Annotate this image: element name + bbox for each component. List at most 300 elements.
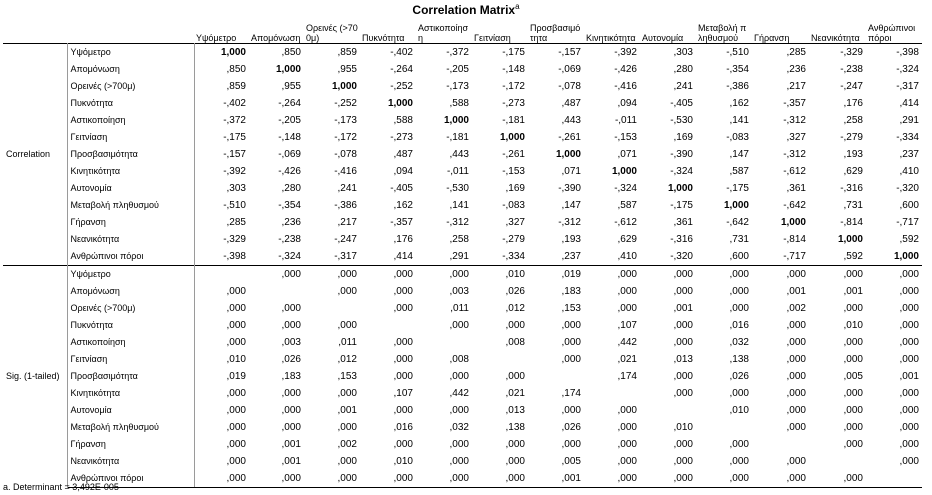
table-cell: -,069 (278, 149, 301, 160)
table-cell: -,264 (390, 64, 413, 75)
footnote-text: Determinant = 3,492E-005 (13, 482, 119, 492)
table-cell: ,000 (617, 439, 637, 450)
table-cell: -,273 (390, 132, 413, 143)
table-cell: ,032 (729, 337, 749, 348)
table-cell: -,312 (446, 217, 469, 228)
table-cell (809, 453, 866, 470)
table-row (3, 214, 922, 231)
table-cell: ,001 (786, 286, 806, 297)
table-cell: -,279 (502, 234, 525, 245)
table-cell: ,000 (393, 439, 413, 450)
table-cell: ,000 (281, 405, 301, 416)
table-cell: ,011 (450, 303, 469, 314)
table-cell: -,390 (558, 183, 581, 194)
table-cell (194, 266, 249, 284)
table-cell: ,000 (584, 470, 640, 488)
table-cell: -,642 (726, 217, 749, 228)
table-cell: -,329 (223, 234, 246, 245)
row-label: Αυτονομία (67, 180, 194, 197)
table-cell: ,000 (617, 303, 637, 314)
table-cell: ,000 (337, 320, 357, 331)
table-cell: ,003 (449, 286, 469, 297)
table-cell: ,000 (226, 337, 246, 348)
row-label: Γειτνίαση (67, 129, 194, 146)
table-cell: ,280 (673, 64, 693, 75)
table-cell: ,000 (449, 371, 469, 382)
table-cell: -,402 (360, 44, 416, 62)
table-cell: ,000 (337, 388, 357, 399)
table-cell: ,000 (640, 470, 696, 488)
table-cell: ,141 (729, 115, 749, 126)
table-cell: ,010 (729, 405, 749, 416)
table-cell: ,000 (752, 470, 809, 488)
table-cell: ,410 (899, 166, 919, 177)
table-cell: ,021 (505, 388, 525, 399)
table-cell: ,000 (673, 286, 693, 297)
table-cell: 1,000 (837, 234, 863, 245)
table-cell (416, 334, 472, 351)
table-cell: ,003 (281, 337, 301, 348)
table-cell: -,416 (614, 81, 637, 92)
table-cell: ,000 (729, 286, 749, 297)
table-cell: ,000 (249, 266, 304, 284)
table-cell: ,241 (337, 183, 357, 194)
table-cell: ,008 (449, 354, 469, 365)
table-cell: ,000 (786, 371, 806, 382)
table-cell: ,138 (729, 354, 749, 365)
table-cell: ,000 (393, 303, 413, 314)
table-cell: ,011 (338, 337, 357, 348)
table-cell: ,000 (899, 337, 919, 348)
table-cell: ,000 (843, 422, 863, 433)
table-row (3, 61, 922, 78)
table-cell: -,814 (783, 234, 806, 245)
table-cell: -,334 (896, 132, 919, 143)
table-cell: ,410 (617, 251, 637, 262)
table-cell: ,071 (617, 149, 637, 160)
table-cell: ,955 (337, 64, 357, 75)
table-row (3, 300, 922, 317)
column-header: Απομόνωση (251, 33, 301, 43)
table-cell: ,000 (505, 456, 525, 467)
table-row (3, 197, 922, 214)
table-cell: ,217 (337, 217, 357, 228)
table-cell: ,000 (505, 320, 525, 331)
column-header: Αστικοποίηση (418, 23, 469, 43)
table-cell: ,169 (673, 132, 693, 143)
table-cell: ,012 (337, 354, 357, 365)
header-empty (3, 16, 67, 44)
row-label: Ανθρώπινοι πόροι (67, 248, 194, 266)
correlation-block-label: Correlation (3, 44, 67, 266)
table-cell: -,157 (223, 149, 246, 160)
table-cell: ,000 (899, 320, 919, 331)
table-cell: ,000 (449, 320, 469, 331)
table-cell: -,238 (840, 64, 863, 75)
table-cell: ,588 (449, 98, 469, 109)
table-cell: ,000 (786, 456, 806, 467)
table-cell: -,316 (840, 183, 863, 194)
table-cell: ,361 (673, 217, 693, 228)
table-row (3, 419, 922, 436)
table-cell: ,193 (843, 149, 863, 160)
table-cell: ,000 (843, 337, 863, 348)
table-cell: ,147 (561, 200, 581, 211)
row-label: Αστικοποίηση (67, 334, 194, 351)
table-cell: ,000 (561, 439, 581, 450)
table-cell: ,001 (843, 286, 863, 297)
table-cell: -,405 (670, 98, 693, 109)
column-header: Νεανικότητα (811, 33, 860, 43)
table-cell: ,000 (249, 470, 304, 488)
table-row (3, 78, 922, 95)
table-cell: ,000 (729, 456, 749, 467)
table-cell: ,000 (729, 388, 749, 399)
table-cell: ,000 (899, 405, 919, 416)
table-cell: ,000 (281, 422, 301, 433)
row-label: Μεταβολή πληθυσμού (67, 197, 194, 214)
significance-block-label: Sig. (1-tailed) (3, 266, 67, 488)
column-header: Γήρανση (754, 33, 790, 43)
row-label: Ορεινές (>700μ) (67, 78, 194, 95)
table-cell: ,955 (281, 81, 301, 92)
table-cell (472, 351, 528, 368)
table-cell: -,354 (726, 64, 749, 75)
table-cell: ,153 (337, 371, 357, 382)
table-cell: 1,000 (331, 81, 357, 92)
table-cell: ,000 (337, 286, 357, 297)
table-cell: -,317 (334, 251, 357, 262)
table-cell: ,000 (226, 456, 246, 467)
table-cell: ,000 (281, 303, 301, 314)
table-cell: -,416 (334, 166, 357, 177)
table-cell: ,280 (281, 183, 301, 194)
table-cell: ,241 (673, 81, 693, 92)
table-cell: ,000 (416, 266, 472, 284)
table-cell: -,273 (502, 98, 525, 109)
table-cell: ,000 (617, 405, 637, 416)
table-cell: -,357 (783, 98, 806, 109)
row-label: Υψόμετρο (67, 44, 194, 62)
table-cell: ,012 (505, 303, 525, 314)
table-cell: ,731 (729, 234, 749, 245)
table-cell: -,386 (726, 81, 749, 92)
table-cell: 1,000 (893, 251, 919, 262)
table-cell: ,008 (505, 337, 525, 348)
table-cell: ,010 (393, 456, 413, 467)
table-cell: ,000 (899, 439, 919, 450)
table-cell: ,000 (617, 286, 637, 297)
table-row (3, 163, 922, 180)
table-cell: 1,000 (443, 115, 469, 126)
table-cell: -,205 (446, 64, 469, 75)
table-cell: ,850 (226, 64, 246, 75)
table-cell: -,324 (670, 166, 693, 177)
table-cell: ,183 (281, 371, 301, 382)
table-cell: 1,000 (555, 149, 581, 160)
table-cell: ,000 (194, 470, 249, 488)
column-header: Αυτονομία (642, 33, 684, 43)
table-cell: ,000 (786, 422, 806, 433)
table-cell: ,026 (729, 371, 749, 382)
table-cell: ,013 (505, 405, 525, 416)
table-cell: ,327 (505, 217, 525, 228)
table-cell: ,001 (528, 470, 584, 488)
table-cell: ,487 (561, 98, 581, 109)
table-cell: ,010 (472, 266, 528, 284)
column-header: Υψόμετρο (196, 33, 237, 43)
table-cell: -,175 (726, 183, 749, 194)
table-cell: ,000 (786, 337, 806, 348)
table-cell: ,107 (393, 388, 413, 399)
table-cell: ,000 (809, 266, 866, 284)
table-cell: -,261 (558, 132, 581, 143)
table-cell: -,426 (614, 64, 637, 75)
table-cell: -,157 (528, 44, 584, 62)
table-row (3, 470, 922, 488)
table-cell: ,000 (786, 388, 806, 399)
table-cell: ,000 (472, 470, 528, 488)
table-cell: -,181 (502, 115, 525, 126)
table-row (3, 453, 922, 470)
table-cell: -,148 (502, 64, 525, 75)
table-cell: ,153 (561, 303, 581, 314)
table-cell: -,530 (446, 183, 469, 194)
table-cell: ,414 (899, 98, 919, 109)
header-row (3, 16, 922, 44)
table-cell: ,001 (281, 456, 301, 467)
table-cell: ,414 (393, 251, 413, 262)
table-cell: ,183 (561, 286, 581, 297)
column-header-row (3, 16, 922, 44)
table-cell: ,000 (393, 405, 413, 416)
table-cell: ,592 (899, 234, 919, 245)
table-cell: ,000 (584, 266, 640, 284)
table-cell: -,386 (334, 200, 357, 211)
table-cell: ,629 (617, 234, 637, 245)
table-cell: ,176 (843, 98, 863, 109)
table-cell: ,000 (673, 388, 693, 399)
table-cell: ,000 (673, 371, 693, 382)
table-cell: ,000 (673, 337, 693, 348)
table-cell: ,000 (899, 354, 919, 365)
table-cell: ,217 (786, 81, 806, 92)
table-cell: ,600 (899, 200, 919, 211)
table-cell: -,398 (866, 44, 922, 62)
table-cell: ,174 (561, 388, 581, 399)
table-cell: ,587 (617, 200, 637, 211)
table-cell: ,000 (561, 320, 581, 331)
table-cell: ,000 (337, 422, 357, 433)
table-cell: ,147 (729, 149, 749, 160)
row-label: Μεταβολή πληθυσμού (67, 419, 194, 436)
table-cell: ,141 (449, 200, 469, 211)
table-cell: ,000 (899, 388, 919, 399)
title-footnote-mark: a (515, 2, 520, 11)
table-cell: -,402 (223, 98, 246, 109)
table-row (3, 44, 922, 62)
table-cell: 1,000 (611, 166, 637, 177)
row-label: Νεανικότητα (67, 453, 194, 470)
row-label: Γειτνίαση (67, 351, 194, 368)
table-cell: -,320 (670, 251, 693, 262)
table-cell: ,000 (786, 405, 806, 416)
table-cell: ,000 (786, 354, 806, 365)
table-cell: -,312 (783, 149, 806, 160)
table-cell: ,000 (640, 266, 696, 284)
table-cell: ,000 (449, 456, 469, 467)
table-title (0, 0, 932, 17)
table-cell: -,612 (614, 217, 637, 228)
row-label: Πυκνότητα (67, 317, 194, 334)
table-cell: ,071 (561, 166, 581, 177)
table-cell: -,148 (278, 132, 301, 143)
table-cell: ,000 (696, 266, 752, 284)
table-row (3, 436, 922, 453)
table-body (3, 44, 922, 488)
table-row (3, 317, 922, 334)
row-label: Γήρανση (67, 214, 194, 231)
table-cell: ,592 (843, 251, 863, 262)
footnote (3, 482, 119, 493)
table-cell: ,019 (226, 371, 246, 382)
row-label: Αυτονομία (67, 402, 194, 419)
table-title-text: Correlation Matrix (412, 3, 516, 17)
column-header: Ορεινές (>700μ) (306, 23, 358, 43)
table-row (3, 334, 922, 351)
table-cell: ,176 (393, 234, 413, 245)
table-cell: -,264 (278, 98, 301, 109)
table-cell: -,247 (334, 234, 357, 245)
table-cell: 1,000 (723, 200, 749, 211)
table-row (3, 231, 922, 248)
table-cell: ,000 (226, 439, 246, 450)
table-cell: ,000 (393, 337, 413, 348)
table-cell: ,629 (843, 166, 863, 177)
table-cell (752, 436, 809, 453)
table-cell: ,000 (696, 470, 752, 488)
table-row (3, 283, 922, 300)
table-cell: ,000 (899, 422, 919, 433)
table-row (3, 385, 922, 402)
table-cell: ,237 (561, 251, 581, 262)
row-label: Προσβασιμότητα (67, 146, 194, 163)
table-cell (304, 300, 360, 317)
table-cell: -,153 (614, 132, 637, 143)
table-cell: -,069 (558, 64, 581, 75)
table-cell: ,000 (281, 320, 301, 331)
table-cell: ,000 (843, 388, 863, 399)
table-cell: ,000 (360, 266, 416, 284)
table-cell: -,238 (278, 234, 301, 245)
table-cell: ,016 (393, 422, 413, 433)
table-cell: ,000 (786, 320, 806, 331)
table-cell: ,000 (729, 439, 749, 450)
table-cell: -,083 (502, 200, 525, 211)
table-cell: ,236 (281, 217, 301, 228)
table-cell: ,291 (899, 115, 919, 126)
table-cell: ,850 (249, 44, 304, 62)
row-label: Κινητικότητα (67, 385, 194, 402)
table-cell: ,000 (561, 405, 581, 416)
table-cell: -,279 (840, 132, 863, 143)
row-label: Απομόνωση (67, 283, 194, 300)
table-cell: -,398 (223, 251, 246, 262)
table-cell: ,000 (449, 405, 469, 416)
table-cell: ,000 (561, 354, 581, 365)
table-cell: -,172 (334, 132, 357, 143)
table-cell: ,000 (304, 470, 360, 488)
row-label: Ορεινές (>700μ) (67, 300, 194, 317)
column-header: Γειτνίαση (474, 33, 511, 43)
table-cell: 1,000 (667, 183, 693, 194)
table-cell: ,001 (673, 303, 693, 314)
table-row (3, 266, 922, 284)
table-cell: -,153 (502, 166, 525, 177)
table-cell: ,442 (449, 388, 469, 399)
table-cell: -,426 (278, 166, 301, 177)
table-cell: -,011 (446, 166, 469, 177)
table-cell: ,587 (729, 166, 749, 177)
table-cell: ,443 (561, 115, 581, 126)
table-cell: -,324 (614, 183, 637, 194)
table-cell: 1,000 (194, 44, 249, 62)
table-cell: ,000 (449, 439, 469, 450)
table-cell: ,000 (899, 303, 919, 314)
table-cell: ,285 (752, 44, 809, 62)
table-cell: -,329 (809, 44, 866, 62)
table-cell: -,372 (416, 44, 472, 62)
table-cell: ,000 (843, 354, 863, 365)
table-cell: ,001 (281, 439, 301, 450)
table-cell: ,002 (337, 439, 357, 450)
row-label: Κινητικότητα (67, 163, 194, 180)
row-label: Νεανικότητα (67, 231, 194, 248)
table-cell: ,588 (393, 115, 413, 126)
table-cell: -,530 (670, 115, 693, 126)
table-cell: ,000 (809, 470, 866, 488)
table-cell: -,390 (670, 149, 693, 160)
table-cell: ,303 (226, 183, 246, 194)
table-cell: ,162 (393, 200, 413, 211)
column-header: Μεταβολή πληθυσμού (698, 23, 747, 43)
table-cell: -,312 (558, 217, 581, 228)
table-cell: ,000 (843, 303, 863, 314)
row-label: Πυκνότητα (67, 95, 194, 112)
table-cell: ,237 (899, 149, 919, 160)
table-cell: -,175 (223, 132, 246, 143)
table-cell: -,078 (334, 149, 357, 160)
table-cell (640, 402, 696, 419)
row-label: Ανθρώπινοι πόροι (67, 470, 194, 488)
table-cell: -,372 (223, 115, 246, 126)
table-cell: 1,000 (387, 98, 413, 109)
table-cell: -,320 (896, 183, 919, 194)
table-cell: ,000 (393, 286, 413, 297)
table-row (3, 368, 922, 385)
table-cell: ,000 (617, 456, 637, 467)
table-cell: -,324 (278, 251, 301, 262)
table-cell: -,173 (334, 115, 357, 126)
column-header: Πυκνότητα (362, 33, 405, 43)
table-cell: ,291 (449, 251, 469, 262)
table-cell: ,094 (617, 98, 637, 109)
table-cell: -,392 (223, 166, 246, 177)
table-cell: ,000 (843, 405, 863, 416)
table-cell: -,247 (840, 81, 863, 92)
table-cell: ,000 (304, 266, 360, 284)
table-cell: ,000 (226, 388, 246, 399)
